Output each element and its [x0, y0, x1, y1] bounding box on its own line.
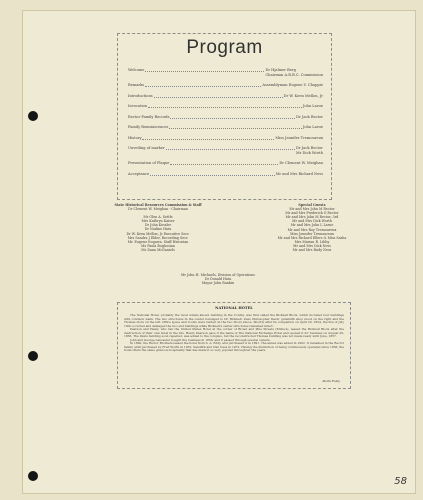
guests-heading: Special Guests — [298, 203, 326, 207]
guest-line: Mr and Mrs John L Larue — [290, 223, 334, 228]
staff-line: Mrs Sandra J Elder, Recording Secr. — [127, 235, 189, 240]
program-item: Introductions Dr W. Keen Mellon, Jr — [128, 93, 323, 98]
guest-line: Mr and Mrs Frederick G Rector — [285, 211, 339, 216]
commission-heading: State Historical Resources Commission & Staff — [114, 203, 202, 207]
officials-block — [143, 273, 293, 286]
official-line: Mayor John Rankin — [201, 281, 235, 286]
program-item: Family Reminiscences John Larue — [128, 125, 323, 129]
hotel-history-text — [124, 314, 344, 353]
guest-line: Mrs Marian R. Libby — [294, 239, 330, 244]
program-item: Unveiling of marker Dr Jack Rector Mr Dick Worth — [128, 146, 323, 155]
program-item: Presentation of Plaque Dr Clement W. Meighan — [128, 161, 323, 165]
staff-line: Dr W. Keen Mellon, Jr Executive Secr. — [126, 231, 190, 236]
program-item: Invocation John Larue — [128, 104, 323, 108]
staff-line: Dr Clement W. Meighan - Chairman — [128, 207, 188, 212]
special-guests — [247, 203, 377, 252]
author-signature: -Doris Foley — [321, 379, 340, 383]
national-hotel-box — [117, 302, 351, 389]
program-item: Welcome Dr Hjalmer Berg Chairman A.R.B.C. Commission — [128, 68, 323, 77]
guest-line: Mr and Mrs John M Rector — [289, 207, 335, 212]
program-title: Program — [186, 37, 263, 58]
hotel-paragraph: John and George Lancaster bought the business in 1858, and it passed through several owners. — [130, 337, 271, 342]
program-item: Remarks Assemblyman Eugene V. Chappie — [128, 83, 323, 87]
hotel-paragraph: Pearson and Healy, who ran the United States Hotel at the corner of Broad and Pine Streets (Eddie's), leased the Bicknell Block after the destruction of their own hotel in the fire. Henry Pearson gave it the name of The National Exchange Hotel and opened it for business on August 20, 1856. The Davis building soon repaired, was added to the complex, but the reconstructed Thomas building was not made ready until June, 1857. — [124, 327, 344, 339]
staff-line: Mr. Eugene Itogawa, Staff Historian — [127, 239, 189, 244]
hotel-title: NATIONAL HOTEL — [215, 306, 253, 310]
scrapbook-page — [22, 10, 416, 494]
hotel-paragraph: In 1890, the Rector Brothers leased the hotel from S. A. Eddy, and purchased it in 1891. The annex was added in 1902. It remained in the Rector family until purchased by Fred Worth in 1955, Sandfirk and Nan Ness in 1972. Having the distinction of being continuously operated since 1856, the hotel offers the same gracious hospitality that has made it so very popular throughout the years. — [124, 341, 344, 353]
binder-hole — [28, 111, 38, 121]
program-list — [128, 68, 323, 176]
guest-line: Mr and Mrs Roy Tremoureux — [287, 227, 337, 232]
program-box — [117, 33, 332, 200]
guest-line: Mr and Mrs Dick Worth — [292, 219, 332, 224]
binder-hole — [28, 351, 38, 361]
program-item: Acceptance Mr and Mrs Richard Ness — [128, 171, 323, 176]
binder-hole — [28, 471, 38, 481]
official-line: Dr Donald Hata — [204, 277, 232, 282]
staff-line: Mr Glen A. Settle — [143, 215, 173, 220]
staff-line: Dr John Kessler — [144, 223, 172, 228]
guest-line: Mr and Mrs Rudy Ness — [292, 248, 332, 253]
guest-line: Miss Jennifer Tremoureux — [290, 231, 334, 236]
guest-line: Mr and Mrs Dick Ness — [293, 243, 331, 248]
staff-line: Mrs Kathryn Kaiser — [141, 219, 175, 224]
guest-line: Mr and Mrs Richard Ellers & Miss Sasha — [277, 235, 347, 240]
page-number: 58 — [394, 476, 407, 487]
staff-line: Ms Dana McDaniels — [141, 247, 175, 252]
program-item: History Miss Jennifer Tremoureux — [128, 135, 323, 140]
official-line: Mr John H. Michaels, Division of Operations — [181, 273, 255, 277]
guest-line: Mr and Mrs John M Rector, 3rd — [285, 215, 339, 220]
staff-line: Dr Nadine Hata — [144, 227, 172, 232]
commission-staff — [83, 203, 233, 252]
hotel-paragraph: The National Hotel, probably the most widely-known building in the County, was first called the Bicknell Block, which included four buildings with common walls. The two structures in the center belonged to Dr. Bicknell. Zeno Philosopher Davis' gunsmith shop stood on the right and the Thomas store on the left. Office space and rooms were rented on the two floors above. Shortly after its completion on April 20, 1854, the fire of July 19th occurred and damaged the two end buildings while Bicknell's center structures remained intact. — [124, 313, 344, 328]
staff-line: Ms Paula Boghosian — [141, 243, 175, 248]
program-item: Rector Family Records Dr Jack Rector — [128, 114, 323, 119]
